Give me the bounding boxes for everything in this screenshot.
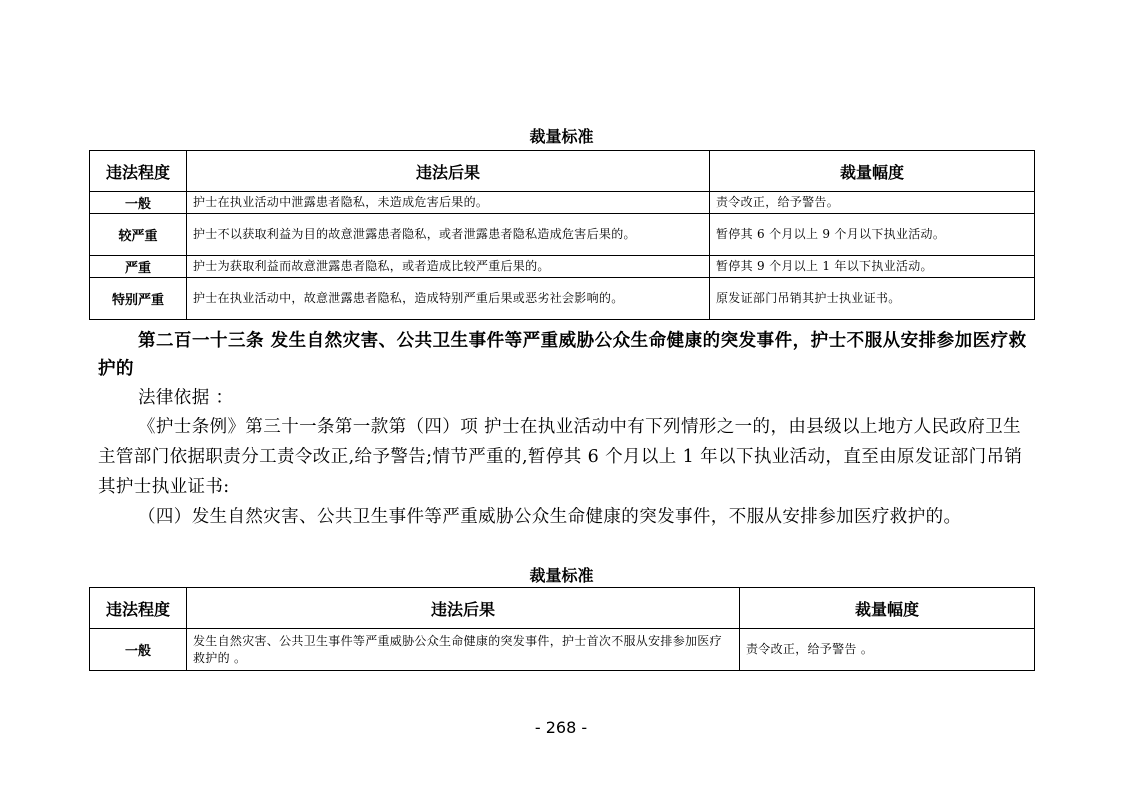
violation-consequence: 护士在执业活动中泄露患者隐私，未造成危害后果的。 [187,192,710,214]
violation-level: 一般 [90,629,187,671]
legal-clause-text: 《护士条例》第三十一条第一款第（四）项 护士在执业活动中有下列情形之一的，由县级以上地方人民政府卫生主管部门依据职责分工责令改正,给予警告;情节严重的,暂停其 6 个月以上 1 年以下执业活动，直至由原发证部门吊销其护士执业证书: [98,417,1023,497]
table1-caption: 裁量标准 [529,127,594,146]
table-header-row [90,151,1035,192]
column-header-penalty: 裁量幅度 [710,151,1035,192]
penalty-range: 暂停其 6 个月以上 9 个月以下执业活动。 [710,214,1035,256]
column-header-level: 违法程度 [90,588,187,629]
violation-consequence: 护士在执业活动中，故意泄露患者隐私，造成特别严重后果或恶劣社会影响的。 [187,278,710,320]
page-number: - 268 - [534,718,588,737]
table-header-row [90,588,1035,629]
column-header-consequence: 违法后果 [187,588,740,629]
legal-basis-label: 法律依据 ： [138,388,234,408]
table2-caption: 裁量标准 [529,566,594,585]
discretion-standard-table-1 [89,150,1035,320]
violation-level: 一般 [90,192,187,214]
table-row [90,192,1035,214]
violation-level: 特别严重 [90,278,187,320]
article-heading: 第二百一十三条 发生自然灾害、公共卫生事件等严重威胁公众生命健康的突发事件，护士不服从安排参加医疗救护的 [98,331,1027,379]
penalty-range: 原发证部门吊销其护士执业证书。 [710,278,1035,320]
penalty-range: 责令改正，给予警告。 [710,192,1035,214]
discretion-standard-table-2 [89,587,1035,671]
table-row [90,278,1035,320]
violation-consequence: 护士为获取利益而故意泄露患者隐私，或者造成比较严重后果的。 [187,256,710,278]
penalty-range: 责令改正，给予警告 。 [740,629,1035,671]
penalty-range: 暂停其 9 个月以上 1 年以下执业活动。 [710,256,1035,278]
violation-level: 严重 [90,256,187,278]
violation-level: 较严重 [90,214,187,256]
column-header-level: 违法程度 [90,151,187,192]
column-header-penalty: 裁量幅度 [740,588,1035,629]
column-header-consequence: 违法后果 [187,151,710,192]
table-row [90,256,1035,278]
table-row [90,214,1035,256]
legal-item-text: （四）发生自然灾害、公共卫生事件等严重威胁公众生命健康的突发事件，不服从安排参加医疗救护的。 [138,507,962,527]
violation-consequence: 发生自然灾害、公共卫生事件等严重威胁公众生命健康的突发事件，护士首次不服从安排参加医疗救护的 。 [187,629,740,671]
violation-consequence: 护士不以获取利益为目的故意泄露患者隐私，或者泄露患者隐私造成危害后果的。 [187,214,710,256]
table-row [90,629,1035,671]
